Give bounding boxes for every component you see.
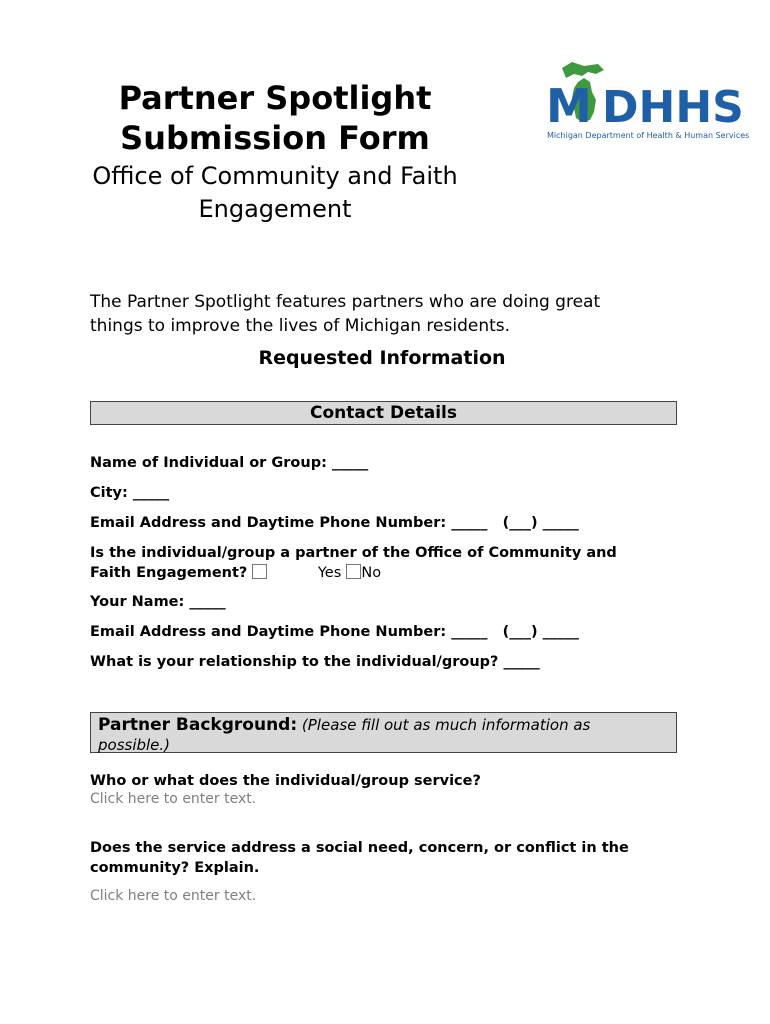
partner-background-note-line2: possible.) — [98, 736, 171, 754]
social-need-question-line1: Does the service address a social need, concern, or conflict in the — [90, 840, 629, 856]
form-title-line2: Submission Form — [120, 119, 430, 157]
partner-background-note: (Please fill out as much information as — [297, 716, 591, 734]
your-name-field[interactable]: Your Name: _____ — [90, 594, 226, 610]
partner-question-text: Faith Engagement? — [90, 565, 248, 581]
email-phone-field-2[interactable]: Email Address and Daytime Phone Number: _____ (___) _____ — [90, 624, 579, 640]
relationship-field[interactable]: What is your relationship to the individual/group? _____ — [90, 654, 540, 670]
partner-question-line2 — [90, 563, 690, 583]
social-need-answer-input[interactable]: Click here to enter text. — [90, 888, 257, 904]
intro-line1: The Partner Spotlight features partners who are doing great — [90, 292, 601, 312]
form-subtitle-line2: Engagement — [198, 195, 352, 223]
form-title — [60, 78, 490, 158]
logo-m: M — [546, 79, 592, 133]
no-checkbox[interactable] — [346, 564, 361, 579]
city-field[interactable]: City: _____ — [90, 485, 170, 501]
form-subtitle-line1: Office of Community and Faith — [92, 162, 458, 190]
form-subtitle — [60, 160, 490, 226]
logo-dhhs: DHHS — [602, 82, 744, 133]
service-question: Who or what does the individual/group service? — [90, 773, 481, 789]
partner-question-line1: Is the individual/group a partner of the Office of Community and — [90, 545, 617, 561]
email-phone-field[interactable]: Email Address and Daytime Phone Number: _____ (___) _____ — [90, 515, 579, 531]
partner-background-heading: Partner Background: — [98, 715, 298, 735]
yes-checkbox[interactable] — [252, 564, 267, 579]
no-label: No — [361, 565, 382, 581]
service-answer-input[interactable]: Click here to enter text. — [90, 791, 257, 807]
social-need-question-line2: community? Explain. — [90, 860, 260, 876]
logo-tagline: Michigan Department of Health & Human Services — [547, 131, 749, 140]
contact-details-header: Contact Details — [90, 401, 677, 425]
partner-background-header — [90, 712, 677, 753]
mdhhs-logo — [544, 60, 749, 144]
yes-label: Yes — [317, 565, 342, 581]
intro-text — [90, 290, 650, 338]
name-field[interactable]: Name of Individual or Group: _____ — [90, 455, 369, 471]
form-title-line1: Partner Spotlight — [118, 79, 432, 117]
requested-information-heading: Requested Information — [258, 347, 506, 369]
intro-line2: things to improve the lives of Michigan residents. — [90, 316, 511, 336]
